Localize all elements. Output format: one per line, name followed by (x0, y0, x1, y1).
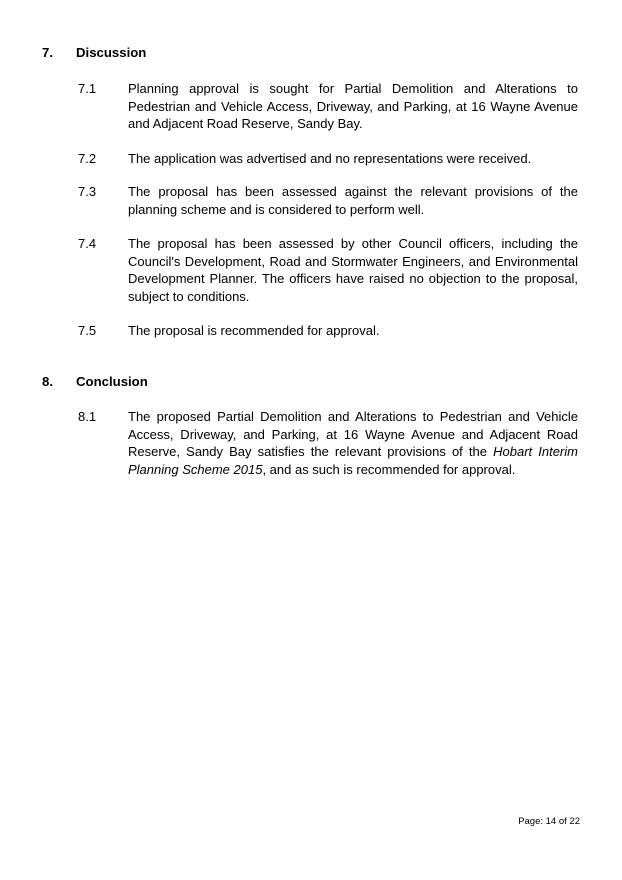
paragraph-number: 8.1 (78, 409, 97, 424)
paragraph-text-end: , and as such is recommended for approval. (262, 461, 516, 477)
paragraph-number: 7.2 (78, 151, 97, 166)
section-number: 7. (42, 45, 53, 60)
paragraph-text: The proposal is recommended for approval. (128, 323, 380, 338)
paragraph-text: The proposal has been assessed by other Council officers, including the Council's Development, Road and Stormwater Engineers, and Environmental Development Planner. The officers have raised no objection to the proposal, subject to conditions. (128, 236, 578, 304)
paragraph-7-3 (78, 183, 578, 218)
paragraph-7-2 (78, 150, 578, 168)
paragraph-text (128, 408, 578, 478)
paragraph-text: The application was advertised and no representations were received. (128, 151, 532, 166)
paragraph-7-5 (78, 322, 578, 340)
paragraph-7-1 (78, 80, 578, 133)
paragraph-7-4 (78, 235, 578, 305)
paragraph-text: Planning approval is sought for Partial Demolition and Alterations to Pedestrian and Vehicle Access, Driveway, and Parking, at 16 Wayne Avenue and Adjacent Road Reserve, Sandy Bay. (128, 81, 578, 132)
paragraph-8-1 (78, 408, 578, 478)
page-number: Page: 14 of 22 (518, 816, 580, 827)
paragraph-number: 7.1 (78, 81, 97, 96)
planning-scheme-title: Hobart Interim Planning Scheme 2015 (128, 444, 578, 477)
section-heading-conclusion (42, 374, 148, 389)
paragraph-text: The proposal has been assessed against the relevant provisions of the planning scheme and is considered to perform well. (128, 184, 578, 217)
section-title: Discussion (76, 45, 147, 60)
paragraph-number: 7.3 (78, 184, 97, 199)
section-number: 8. (42, 374, 53, 389)
section-title: Conclusion (76, 374, 148, 389)
paragraph-number: 7.5 (78, 323, 97, 338)
paragraph-text-start: The proposed Partial Demolition and Alterations to Pedestrian and Vehicle Access, Driveway, and Parking, at 16 Wayne Avenue and Adjacent Road Reserve, Sandy Bay satisfies the relevant provisions of the (128, 409, 578, 460)
section-heading-discussion (42, 45, 146, 60)
paragraph-number: 7.4 (78, 236, 97, 251)
